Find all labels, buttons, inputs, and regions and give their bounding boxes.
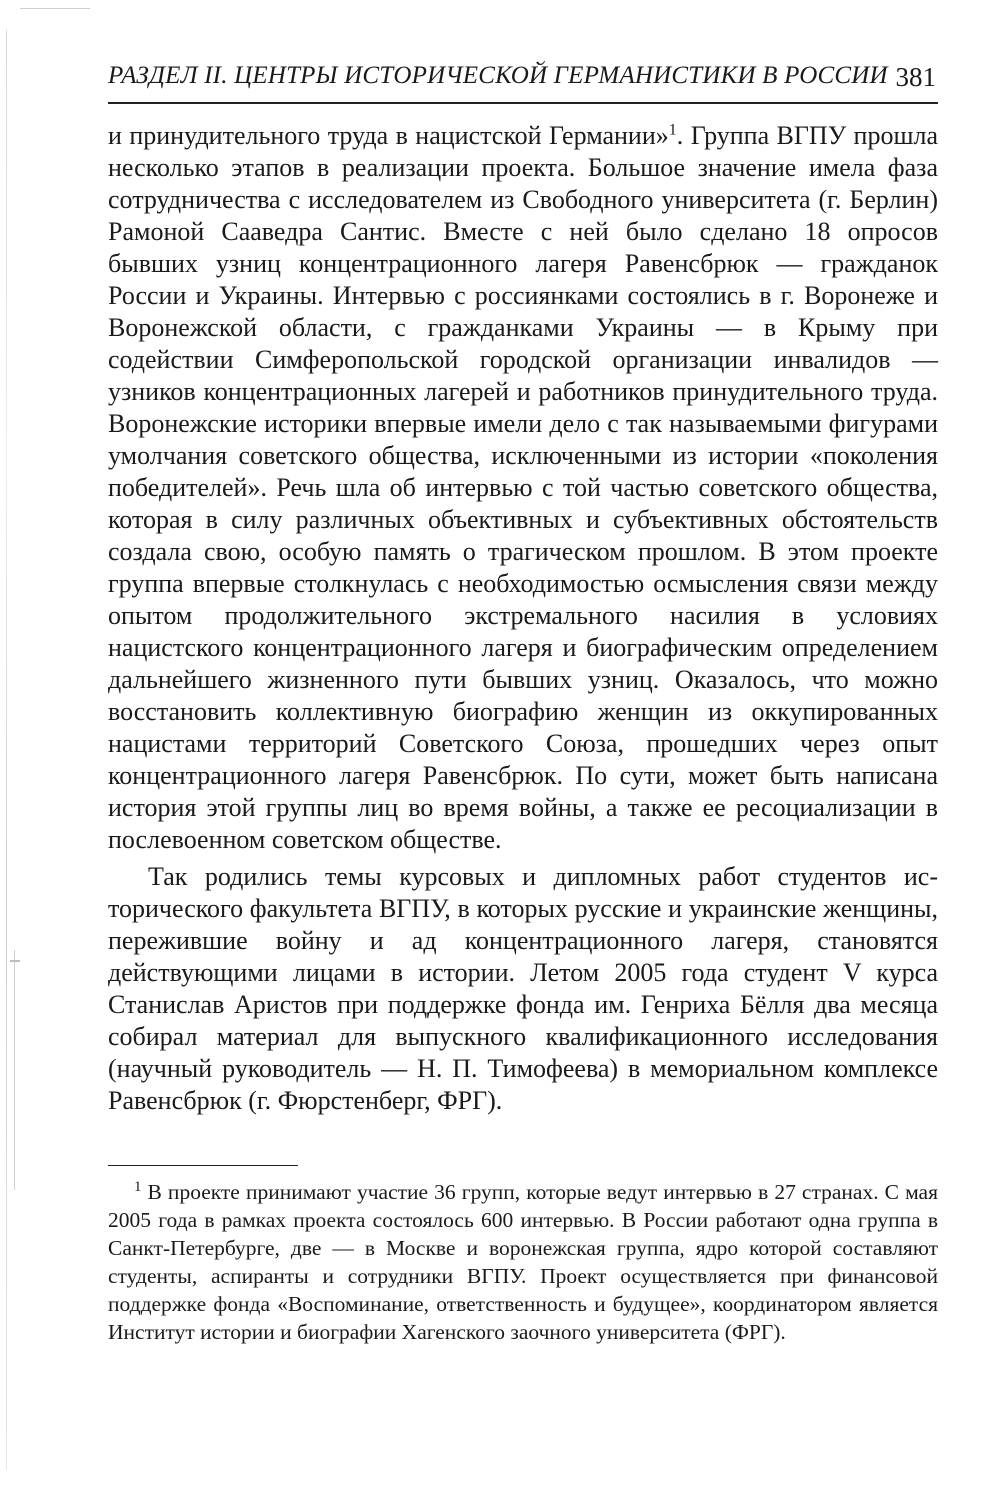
footnote-number: 1 <box>134 1178 142 1195</box>
footnote-text: В проекте принимают участие 36 групп, которые ведут интервью в 27 странах. С мая 2005 года в рамках проекта состоялось 600 интервью. В России работают одна группа в Санкт-Петербурге, две — в Москве и воронежская группа, ядро которой составляют студенты, аспиранты и сотрудники ВГПУ. Проект осуществляется при финансовой поддержке фонда «Воспоминание, ответственность и будущее», координатором является Институт истории и биографии Хагенского заочного университета (ФРГ). <box>108 1180 938 1344</box>
running-title: РАЗДЕЛ II. ЦЕНТРЫ ИСТОРИЧЕСКОЙ ГЕРМАНИСТИКИ В РОССИИ <box>108 62 888 89</box>
scan-artifact <box>6 30 7 1470</box>
footnote-reference: 1 <box>668 121 677 139</box>
paragraph-text: . Группа ВГПУ прошла несколько этапов в реализации проекта. Большое значение имела фаза сотрудничества с исследователем из Свободного университета (г. Берлин) Рамоной Сааведра Сантис. Вместе с ней было сделано 18 опросов бывших узниц концентрационного лагеря Равенсбрюк — гражданок России и Украины. Интервью с россиянками состоялись в г. Воронеже и Воронежской области, с гражданками Украины — в Крыму при содействии Симферопольской городской организации инвалидов — узников концентрационных лагерей и работников принудительного труда. Воронежские историки впервые имели дело с так называемыми фигурами умолчания советского общества, исключенными из истории «поколения победителей». Речь шла об интервью с той частью советского общества, которая в силу различных объективных и субъективных обстоятельств создала свою, особую память о трагическом прошлом. В этом проекте группа впервые столкнулась с необходимостью осмысления связи между опытом продолжительного экстремального насилия в условиях нацистского концентрационного лагеря и биографическим определением дальнейшего жизненного пути бывших узниц. Оказалось, что можно восстановить коллективную биографию женщин из оккупированных нацистами территорий Советского Союза, прошедших через опыт концентрационного лагеря Равенсбрюк. По сути, может быть написана история этой группы лиц во время войны, а также ее ресоциализации в послевоенном советском обществе. <box>108 121 938 854</box>
paragraph: Так родились темы курсовых и дипломных работ студентов исторического факультета ВГПУ, в которых русские и украинские женщины, пережившие войну и ад концентрационного лагеря, становятся действующими лицами в истории. Летом 2005 года студент V курса Станислав Аристов при поддержке фонда им. Генриха Бёлля два месяца собирал материал для выпускного квалификационного исследования (научный руководитель — Н. П. Тимофеева) в мемориальном комплексе Равенсбрюк (г. Фюрстенберг, ФРГ). <box>108 862 938 1115</box>
paragraph <box>108 120 938 856</box>
paragraph-text: и принудительного труда в нацистской Германии» <box>108 121 669 150</box>
scan-artifact <box>14 950 15 1190</box>
main-text <box>108 120 938 1117</box>
running-header <box>108 58 938 104</box>
footnote-separator <box>108 1165 298 1166</box>
page-number: 381 <box>895 62 936 92</box>
footnote <box>108 1178 938 1346</box>
scan-artifact <box>10 960 20 962</box>
scan-artifact <box>20 8 90 9</box>
